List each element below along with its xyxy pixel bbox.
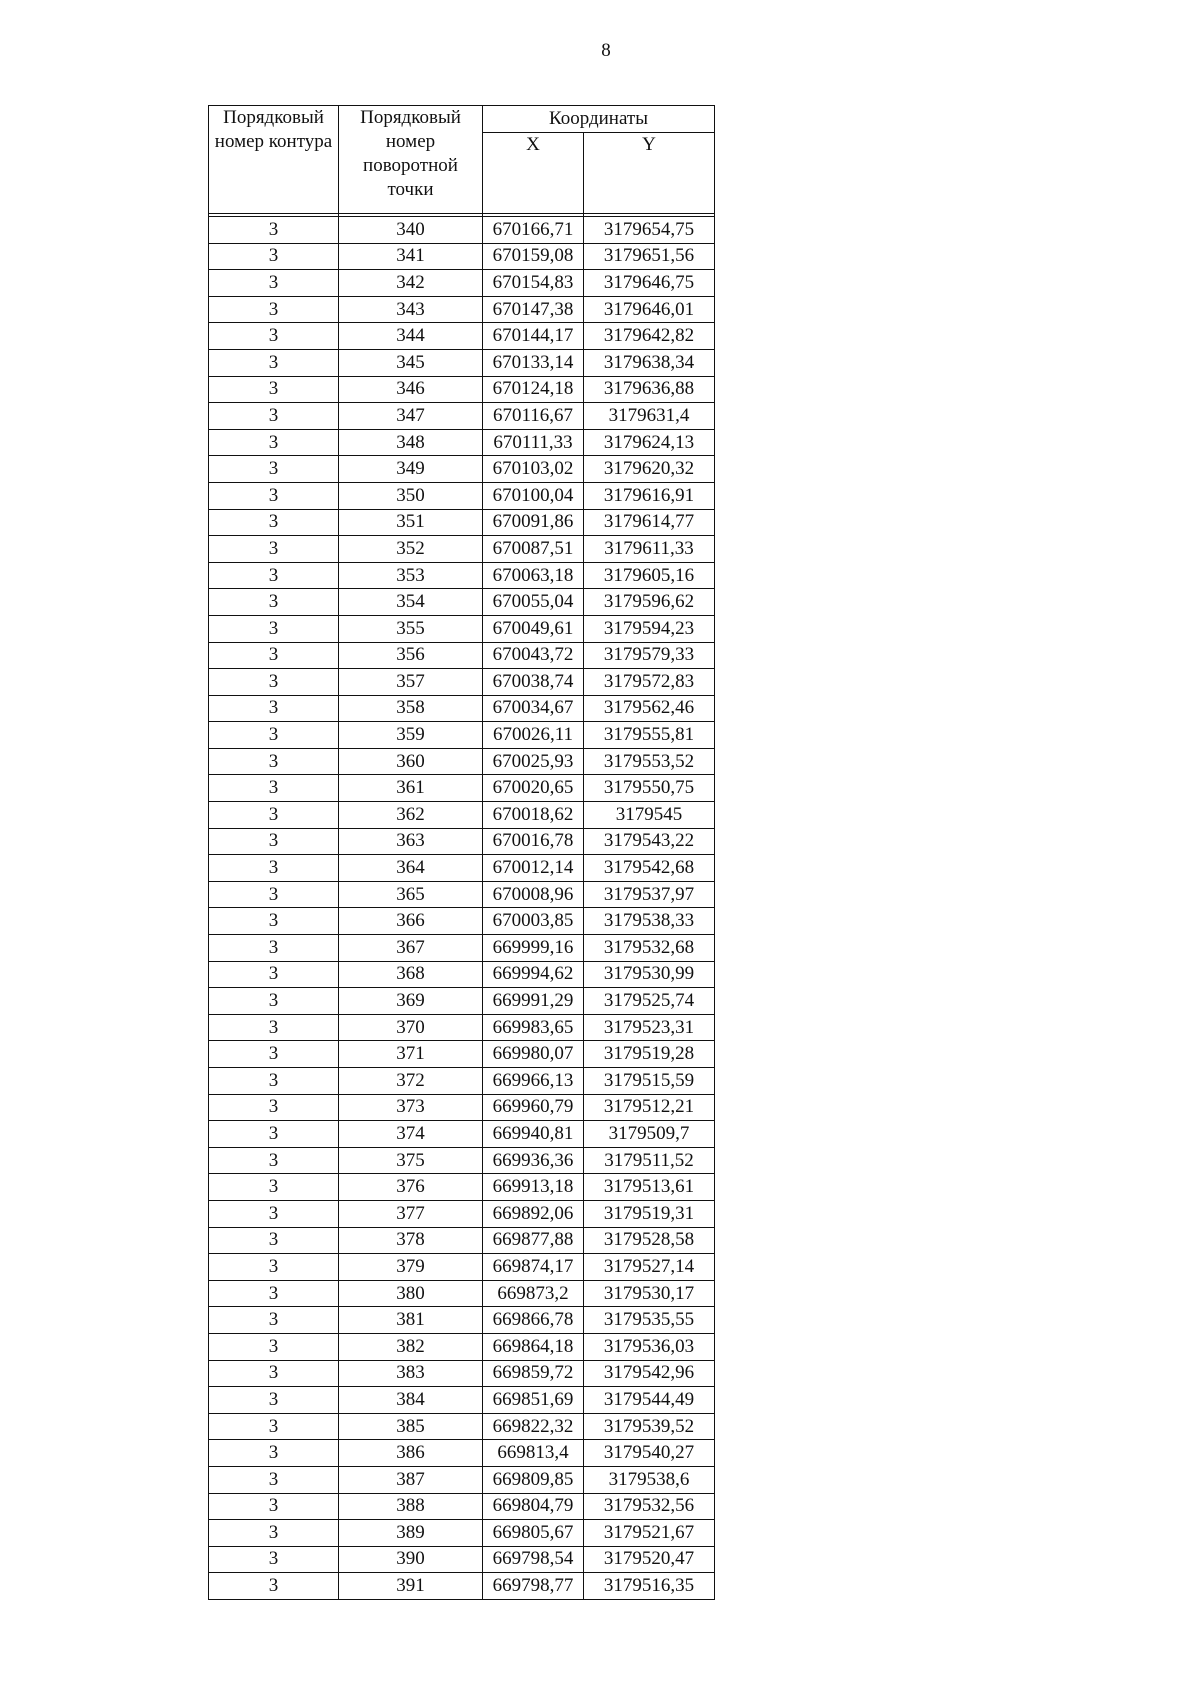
table-row (209, 1307, 715, 1334)
point-cell: 379 (339, 1254, 483, 1281)
y-cell: 3179516,35 (584, 1573, 715, 1600)
x-cell: 669798,54 (483, 1546, 584, 1573)
contour-cell: 3 (209, 1333, 339, 1360)
point-cell: 360 (339, 748, 483, 775)
point-cell: 372 (339, 1068, 483, 1095)
contour-cell: 3 (209, 1121, 339, 1148)
y-cell: 3179540,27 (584, 1440, 715, 1467)
point-cell: 383 (339, 1360, 483, 1387)
header-point-number: Порядковый номер поворотной точки (339, 106, 483, 214)
point-cell: 350 (339, 482, 483, 509)
x-cell: 669936,36 (483, 1147, 584, 1174)
contour-cell: 3 (209, 482, 339, 509)
x-cell: 670147,38 (483, 296, 584, 323)
x-cell: 670012,14 (483, 855, 584, 882)
table-row (209, 642, 715, 669)
x-cell: 669983,65 (483, 1014, 584, 1041)
y-cell: 3179536,03 (584, 1333, 715, 1360)
coordinates-table (208, 105, 715, 1600)
contour-cell: 3 (209, 775, 339, 802)
y-cell: 3179520,47 (584, 1546, 715, 1573)
point-cell: 388 (339, 1493, 483, 1520)
table-row (209, 1068, 715, 1095)
y-cell: 3179614,77 (584, 509, 715, 536)
table-row (209, 403, 715, 430)
y-cell: 3179651,56 (584, 243, 715, 270)
point-cell: 369 (339, 988, 483, 1015)
contour-cell: 3 (209, 1520, 339, 1547)
point-cell: 370 (339, 1014, 483, 1041)
table-row (209, 961, 715, 988)
point-cell: 351 (339, 509, 483, 536)
point-cell: 373 (339, 1094, 483, 1121)
x-cell: 669913,18 (483, 1174, 584, 1201)
table-row (209, 323, 715, 350)
y-cell: 3179537,97 (584, 881, 715, 908)
table-row (209, 669, 715, 696)
x-cell: 670087,51 (483, 536, 584, 563)
x-cell: 670144,17 (483, 323, 584, 350)
point-cell: 376 (339, 1174, 483, 1201)
y-cell: 3179654,75 (584, 217, 715, 244)
table-row (209, 695, 715, 722)
contour-cell: 3 (209, 562, 339, 589)
x-cell: 669877,88 (483, 1227, 584, 1254)
contour-cell: 3 (209, 1413, 339, 1440)
point-cell: 352 (339, 536, 483, 563)
x-cell: 670133,14 (483, 349, 584, 376)
table-row (209, 1413, 715, 1440)
point-cell: 347 (339, 403, 483, 430)
x-cell: 670034,67 (483, 695, 584, 722)
point-cell: 390 (339, 1546, 483, 1573)
point-cell: 380 (339, 1280, 483, 1307)
x-cell: 670016,78 (483, 828, 584, 855)
table-row (209, 1360, 715, 1387)
y-cell: 3179538,6 (584, 1466, 715, 1493)
contour-cell: 3 (209, 1014, 339, 1041)
x-cell: 669873,2 (483, 1280, 584, 1307)
contour-cell: 3 (209, 1440, 339, 1467)
contour-cell: 3 (209, 802, 339, 829)
table-row (209, 482, 715, 509)
y-cell: 3179611,33 (584, 536, 715, 563)
x-cell: 670116,67 (483, 403, 584, 430)
table-row (209, 855, 715, 882)
point-cell: 374 (339, 1121, 483, 1148)
contour-cell: 3 (209, 403, 339, 430)
table-row (209, 1227, 715, 1254)
point-cell: 346 (339, 376, 483, 403)
contour-cell: 3 (209, 376, 339, 403)
y-cell: 3179509,7 (584, 1121, 715, 1148)
table-row (209, 429, 715, 456)
contour-cell: 3 (209, 1094, 339, 1121)
contour-cell: 3 (209, 828, 339, 855)
x-cell: 669966,13 (483, 1068, 584, 1095)
point-cell: 362 (339, 802, 483, 829)
y-cell: 3179530,17 (584, 1280, 715, 1307)
contour-cell: 3 (209, 881, 339, 908)
x-cell: 669940,81 (483, 1121, 584, 1148)
contour-cell: 3 (209, 589, 339, 616)
x-cell: 670043,72 (483, 642, 584, 669)
point-cell: 371 (339, 1041, 483, 1068)
point-cell: 359 (339, 722, 483, 749)
x-cell: 670166,71 (483, 217, 584, 244)
point-cell: 364 (339, 855, 483, 882)
x-cell: 669864,18 (483, 1333, 584, 1360)
x-cell: 670025,93 (483, 748, 584, 775)
y-cell: 3179553,52 (584, 748, 715, 775)
table-row (209, 270, 715, 297)
contour-cell: 3 (209, 1227, 339, 1254)
point-cell: 366 (339, 908, 483, 935)
table-row (209, 1546, 715, 1573)
x-cell: 670026,11 (483, 722, 584, 749)
header-contour-number: Порядковый номер контура (209, 106, 339, 214)
table-row (209, 1520, 715, 1547)
table-row (209, 748, 715, 775)
y-cell: 3179525,74 (584, 988, 715, 1015)
table-row (209, 828, 715, 855)
contour-cell: 3 (209, 1466, 339, 1493)
contour-cell: 3 (209, 1147, 339, 1174)
y-cell: 3179616,91 (584, 482, 715, 509)
x-cell: 670063,18 (483, 562, 584, 589)
point-cell: 353 (339, 562, 483, 589)
x-cell: 669960,79 (483, 1094, 584, 1121)
point-cell: 345 (339, 349, 483, 376)
contour-cell: 3 (209, 1200, 339, 1227)
point-cell: 378 (339, 1227, 483, 1254)
table-row (209, 1573, 715, 1600)
x-cell: 670018,62 (483, 802, 584, 829)
x-cell: 669804,79 (483, 1493, 584, 1520)
point-cell: 341 (339, 243, 483, 270)
x-cell: 669805,67 (483, 1520, 584, 1547)
table-row (209, 908, 715, 935)
point-cell: 387 (339, 1466, 483, 1493)
table-row (209, 935, 715, 962)
y-cell: 3179519,28 (584, 1041, 715, 1068)
x-cell: 670103,02 (483, 456, 584, 483)
point-cell: 354 (339, 589, 483, 616)
y-cell: 3179562,46 (584, 695, 715, 722)
point-cell: 342 (339, 270, 483, 297)
point-cell: 361 (339, 775, 483, 802)
table-body (209, 217, 715, 1600)
table-header (209, 106, 715, 217)
y-cell: 3179528,58 (584, 1227, 715, 1254)
contour-cell: 3 (209, 509, 339, 536)
table-row (209, 775, 715, 802)
x-cell: 670159,08 (483, 243, 584, 270)
point-cell: 355 (339, 615, 483, 642)
table-row (209, 1254, 715, 1281)
table-row (209, 615, 715, 642)
y-cell: 3179631,4 (584, 403, 715, 430)
point-cell: 391 (339, 1573, 483, 1600)
y-cell: 3179515,59 (584, 1068, 715, 1095)
table-row (209, 509, 715, 536)
y-cell: 3179539,52 (584, 1413, 715, 1440)
y-cell: 3179519,31 (584, 1200, 715, 1227)
x-cell: 670154,83 (483, 270, 584, 297)
contour-cell: 3 (209, 1546, 339, 1573)
y-cell: 3179542,96 (584, 1360, 715, 1387)
table-row (209, 1440, 715, 1467)
y-cell: 3179513,61 (584, 1174, 715, 1201)
contour-cell: 3 (209, 456, 339, 483)
x-cell: 669798,77 (483, 1573, 584, 1600)
y-cell: 3179544,49 (584, 1387, 715, 1414)
x-cell: 670003,85 (483, 908, 584, 935)
y-cell: 3179642,82 (584, 323, 715, 350)
table-row (209, 217, 715, 244)
table-row (209, 1147, 715, 1174)
y-cell: 3179511,52 (584, 1147, 715, 1174)
header-coordinates: Координаты (483, 106, 715, 133)
x-cell: 669991,29 (483, 988, 584, 1015)
y-cell: 3179636,88 (584, 376, 715, 403)
table-row (209, 1280, 715, 1307)
contour-cell: 3 (209, 695, 339, 722)
table-row (209, 881, 715, 908)
table-row (209, 1333, 715, 1360)
point-cell: 385 (339, 1413, 483, 1440)
contour-cell: 3 (209, 1387, 339, 1414)
point-cell: 375 (339, 1147, 483, 1174)
contour-cell: 3 (209, 1307, 339, 1334)
contour-cell: 3 (209, 1360, 339, 1387)
x-cell: 670038,74 (483, 669, 584, 696)
y-cell: 3179555,81 (584, 722, 715, 749)
point-cell: 340 (339, 217, 483, 244)
x-cell: 670091,86 (483, 509, 584, 536)
x-cell: 670008,96 (483, 881, 584, 908)
table-row (209, 243, 715, 270)
y-cell: 3179579,33 (584, 642, 715, 669)
contour-cell: 3 (209, 642, 339, 669)
contour-cell: 3 (209, 1493, 339, 1520)
table-row (209, 456, 715, 483)
x-cell: 669994,62 (483, 961, 584, 988)
table-row (209, 722, 715, 749)
y-cell: 3179521,67 (584, 1520, 715, 1547)
table-row (209, 536, 715, 563)
y-cell: 3179572,83 (584, 669, 715, 696)
x-cell: 669822,32 (483, 1413, 584, 1440)
y-cell: 3179638,34 (584, 349, 715, 376)
point-cell: 365 (339, 881, 483, 908)
table-row (209, 802, 715, 829)
y-cell: 3179538,33 (584, 908, 715, 935)
point-cell: 343 (339, 296, 483, 323)
point-cell: 344 (339, 323, 483, 350)
y-cell: 3179646,75 (584, 270, 715, 297)
y-cell: 3179532,56 (584, 1493, 715, 1520)
contour-cell: 3 (209, 1041, 339, 1068)
y-cell: 3179512,21 (584, 1094, 715, 1121)
y-cell: 3179532,68 (584, 935, 715, 962)
x-cell: 669999,16 (483, 935, 584, 962)
point-cell: 386 (339, 1440, 483, 1467)
contour-cell: 3 (209, 1254, 339, 1281)
contour-cell: 3 (209, 855, 339, 882)
table-row (209, 349, 715, 376)
y-cell: 3179545 (584, 802, 715, 829)
y-cell: 3179535,55 (584, 1307, 715, 1334)
table-row (209, 296, 715, 323)
contour-cell: 3 (209, 1174, 339, 1201)
x-cell: 669813,4 (483, 1440, 584, 1467)
table-row (209, 1094, 715, 1121)
table-row (209, 562, 715, 589)
x-cell: 670049,61 (483, 615, 584, 642)
page-number: 8 (601, 40, 611, 61)
y-cell: 3179605,16 (584, 562, 715, 589)
x-cell: 669892,06 (483, 1200, 584, 1227)
contour-cell: 3 (209, 536, 339, 563)
point-cell: 381 (339, 1307, 483, 1334)
point-cell: 348 (339, 429, 483, 456)
contour-cell: 3 (209, 988, 339, 1015)
table-row (209, 376, 715, 403)
point-cell: 358 (339, 695, 483, 722)
contour-cell: 3 (209, 323, 339, 350)
contour-cell: 3 (209, 748, 339, 775)
y-cell: 3179543,22 (584, 828, 715, 855)
table-row (209, 988, 715, 1015)
table-row (209, 1041, 715, 1068)
x-cell: 669851,69 (483, 1387, 584, 1414)
table-row (209, 1200, 715, 1227)
y-cell: 3179596,62 (584, 589, 715, 616)
table-row (209, 1387, 715, 1414)
point-cell: 363 (339, 828, 483, 855)
point-cell: 384 (339, 1387, 483, 1414)
point-cell: 368 (339, 961, 483, 988)
x-cell: 669980,07 (483, 1041, 584, 1068)
y-cell: 3179624,13 (584, 429, 715, 456)
contour-cell: 3 (209, 1573, 339, 1600)
contour-cell: 3 (209, 243, 339, 270)
x-cell: 669809,85 (483, 1466, 584, 1493)
y-cell: 3179646,01 (584, 296, 715, 323)
contour-cell: 3 (209, 722, 339, 749)
contour-cell: 3 (209, 270, 339, 297)
header-y: Y (584, 133, 715, 214)
contour-cell: 3 (209, 908, 339, 935)
y-cell: 3179523,31 (584, 1014, 715, 1041)
x-cell: 670124,18 (483, 376, 584, 403)
table-row (209, 1014, 715, 1041)
y-cell: 3179594,23 (584, 615, 715, 642)
contour-cell: 3 (209, 349, 339, 376)
point-cell: 357 (339, 669, 483, 696)
y-cell: 3179530,99 (584, 961, 715, 988)
table-row (209, 1121, 715, 1148)
contour-cell: 3 (209, 961, 339, 988)
x-cell: 670100,04 (483, 482, 584, 509)
y-cell: 3179527,14 (584, 1254, 715, 1281)
x-cell: 670020,65 (483, 775, 584, 802)
x-cell: 670111,33 (483, 429, 584, 456)
table-row (209, 1493, 715, 1520)
table-row (209, 1466, 715, 1493)
contour-cell: 3 (209, 1280, 339, 1307)
contour-cell: 3 (209, 935, 339, 962)
x-cell: 669874,17 (483, 1254, 584, 1281)
point-cell: 356 (339, 642, 483, 669)
point-cell: 382 (339, 1333, 483, 1360)
point-cell: 349 (339, 456, 483, 483)
contour-cell: 3 (209, 669, 339, 696)
point-cell: 389 (339, 1520, 483, 1547)
contour-cell: 3 (209, 1068, 339, 1095)
x-cell: 669859,72 (483, 1360, 584, 1387)
contour-cell: 3 (209, 429, 339, 456)
table-row (209, 1174, 715, 1201)
contour-cell: 3 (209, 217, 339, 244)
table-row (209, 589, 715, 616)
x-cell: 670055,04 (483, 589, 584, 616)
contour-cell: 3 (209, 296, 339, 323)
y-cell: 3179542,68 (584, 855, 715, 882)
contour-cell: 3 (209, 615, 339, 642)
point-cell: 367 (339, 935, 483, 962)
y-cell: 3179620,32 (584, 456, 715, 483)
x-cell: 669866,78 (483, 1307, 584, 1334)
point-cell: 377 (339, 1200, 483, 1227)
header-x: X (483, 133, 584, 214)
y-cell: 3179550,75 (584, 775, 715, 802)
